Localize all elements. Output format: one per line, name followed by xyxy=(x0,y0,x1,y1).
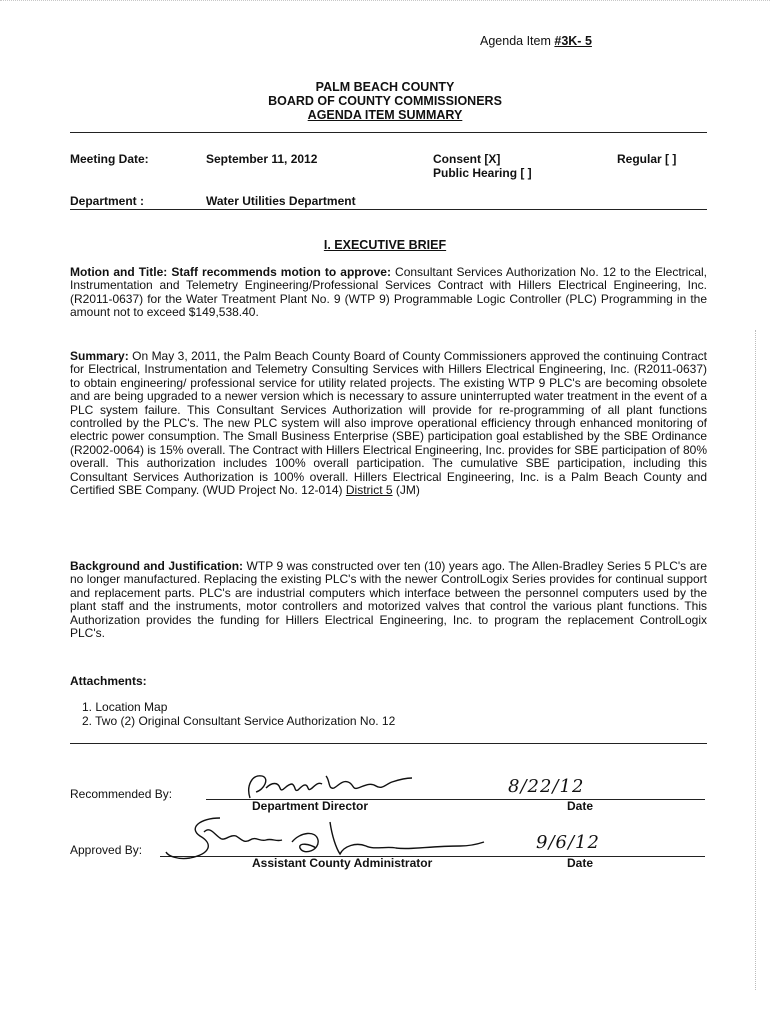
attachments-list xyxy=(82,701,395,728)
summary-district: District 5 xyxy=(345,483,393,498)
board-name: BOARD OF COUNTY COMMISSIONERS xyxy=(268,94,502,108)
header-divider xyxy=(70,132,707,133)
department-label: Department : xyxy=(70,194,145,208)
summary-text: On May 3, 2011, the Palm Beach County Board of County Commissioners approved the continuing Contract for Electrical, Instrumentation and Telemetry Consulting Services with Hillers Electrical Engineering, Inc. (R2011-0637) to obtain engineering/ professional service for utility related projects. The existing WTP 9 PLC's are becoming obsolete and are being upgraded to a newer version which is necessary to assure uninterrupted water treatment in the event of a PLC system failure. This Consultant Services Authorization will provide for re-programming of all plant functions controlled by the PLC's. The new PLC system will also improve operational efficiency through enhanced monitoring of electric power consumption. The Small Business Enterprise (SBE) participation goal established by the SBE Ordinance (R2002-0064) is 15% overall. The Contract with Hillers Electrical Engineering, Inc. provides for SBE participation of 80% overall. This authorization includes 100% overall participation. The cumulative SBE participation, including this Consultant Services Authorization is 100% overall. Hillers Electrical Engineering, Inc. is a Palm Beach County and Certified SBE Company. (WUD Project No. 12-014) xyxy=(70,349,707,498)
background-label: Background and Justification: xyxy=(70,559,244,573)
approved-by-label: Approved By: xyxy=(70,843,143,857)
county-name: PALM BEACH COUNTY xyxy=(315,80,455,94)
section-title: I. EXECUTIVE BRIEF xyxy=(323,238,447,252)
meeting-date-value: September 11, 2012 xyxy=(206,152,318,166)
consent-checkbox: Consent [X] xyxy=(433,152,501,166)
public-hearing-checkbox: Public Hearing [ ] xyxy=(433,166,532,180)
background-text: WTP 9 was constructed over ten (10) years ago. The Allen-Bradley Series 5 PLC's are no longer manufactured. Replacing the existing PLC's with the newer ControlLogix Series provides for continual support and replacement parts. PLC's are industrial computers which interface between the personnel computers used by the plant staff and the instruments, motor controllers and motorized valves that control the various plant functions. This Authorization provides the funding for Hillers Electrical Engineering, Inc. to program the replacement ControlLogix PLC's. xyxy=(70,559,708,641)
recommended-date-value: 8/22/12 xyxy=(508,776,585,797)
summary-paragraph xyxy=(70,350,707,497)
recommended-title: Department Director xyxy=(252,799,369,813)
agenda-item-label: Agenda Item xyxy=(480,34,551,48)
signature-divider xyxy=(70,743,707,744)
approved-signature xyxy=(160,812,500,882)
approved-date-value: 9/6/12 xyxy=(536,832,600,853)
regular-checkbox: Regular [ ] xyxy=(617,152,677,166)
motion-text: Consultant Services Authorization No. 12 to the Electrical, Instrumentation and Telemetry Engineering/Professional Services Contract with Hillers Electrical Engineering, Inc. (R2011-0637) for the Water Treatment Plant No. 9 (WTP 9) Programmable Logic Controller (PLC) Programming in the amount not to exceed $149,538.40. xyxy=(70,265,707,320)
meeting-date-label: Meeting Date: xyxy=(70,152,149,166)
approved-title: Assistant County Administrator xyxy=(252,856,433,870)
recommended-by-label: Recommended By: xyxy=(70,787,173,801)
document-title: AGENDA ITEM SUMMARY xyxy=(307,108,463,122)
page-title-block xyxy=(0,80,770,122)
motion-lead: Staff recommends motion to approve: xyxy=(171,265,391,279)
summary-initials: (JM) xyxy=(395,483,420,498)
motion-label: Motion and Title: xyxy=(70,265,168,279)
recommended-signature xyxy=(236,766,436,806)
attachment-item: 1. Location Map xyxy=(82,700,168,714)
attachment-item: 2. Two (2) Original Consultant Service Authorization No. 12 xyxy=(82,713,396,728)
summary-label: Summary: xyxy=(70,349,129,363)
agenda-item-number: #3K- 5 xyxy=(554,34,592,48)
scan-edge-right xyxy=(753,330,756,990)
approved-date-label: Date xyxy=(567,856,594,870)
recommended-date-label: Date xyxy=(567,799,594,813)
department-value: Water Utilities Department xyxy=(206,194,356,208)
attachments-label: Attachments: xyxy=(70,674,147,688)
background-paragraph xyxy=(70,560,707,640)
motion-paragraph xyxy=(70,266,707,320)
department-divider xyxy=(70,209,707,210)
scan-edge-top xyxy=(0,0,770,4)
agenda-item-line xyxy=(480,34,592,48)
